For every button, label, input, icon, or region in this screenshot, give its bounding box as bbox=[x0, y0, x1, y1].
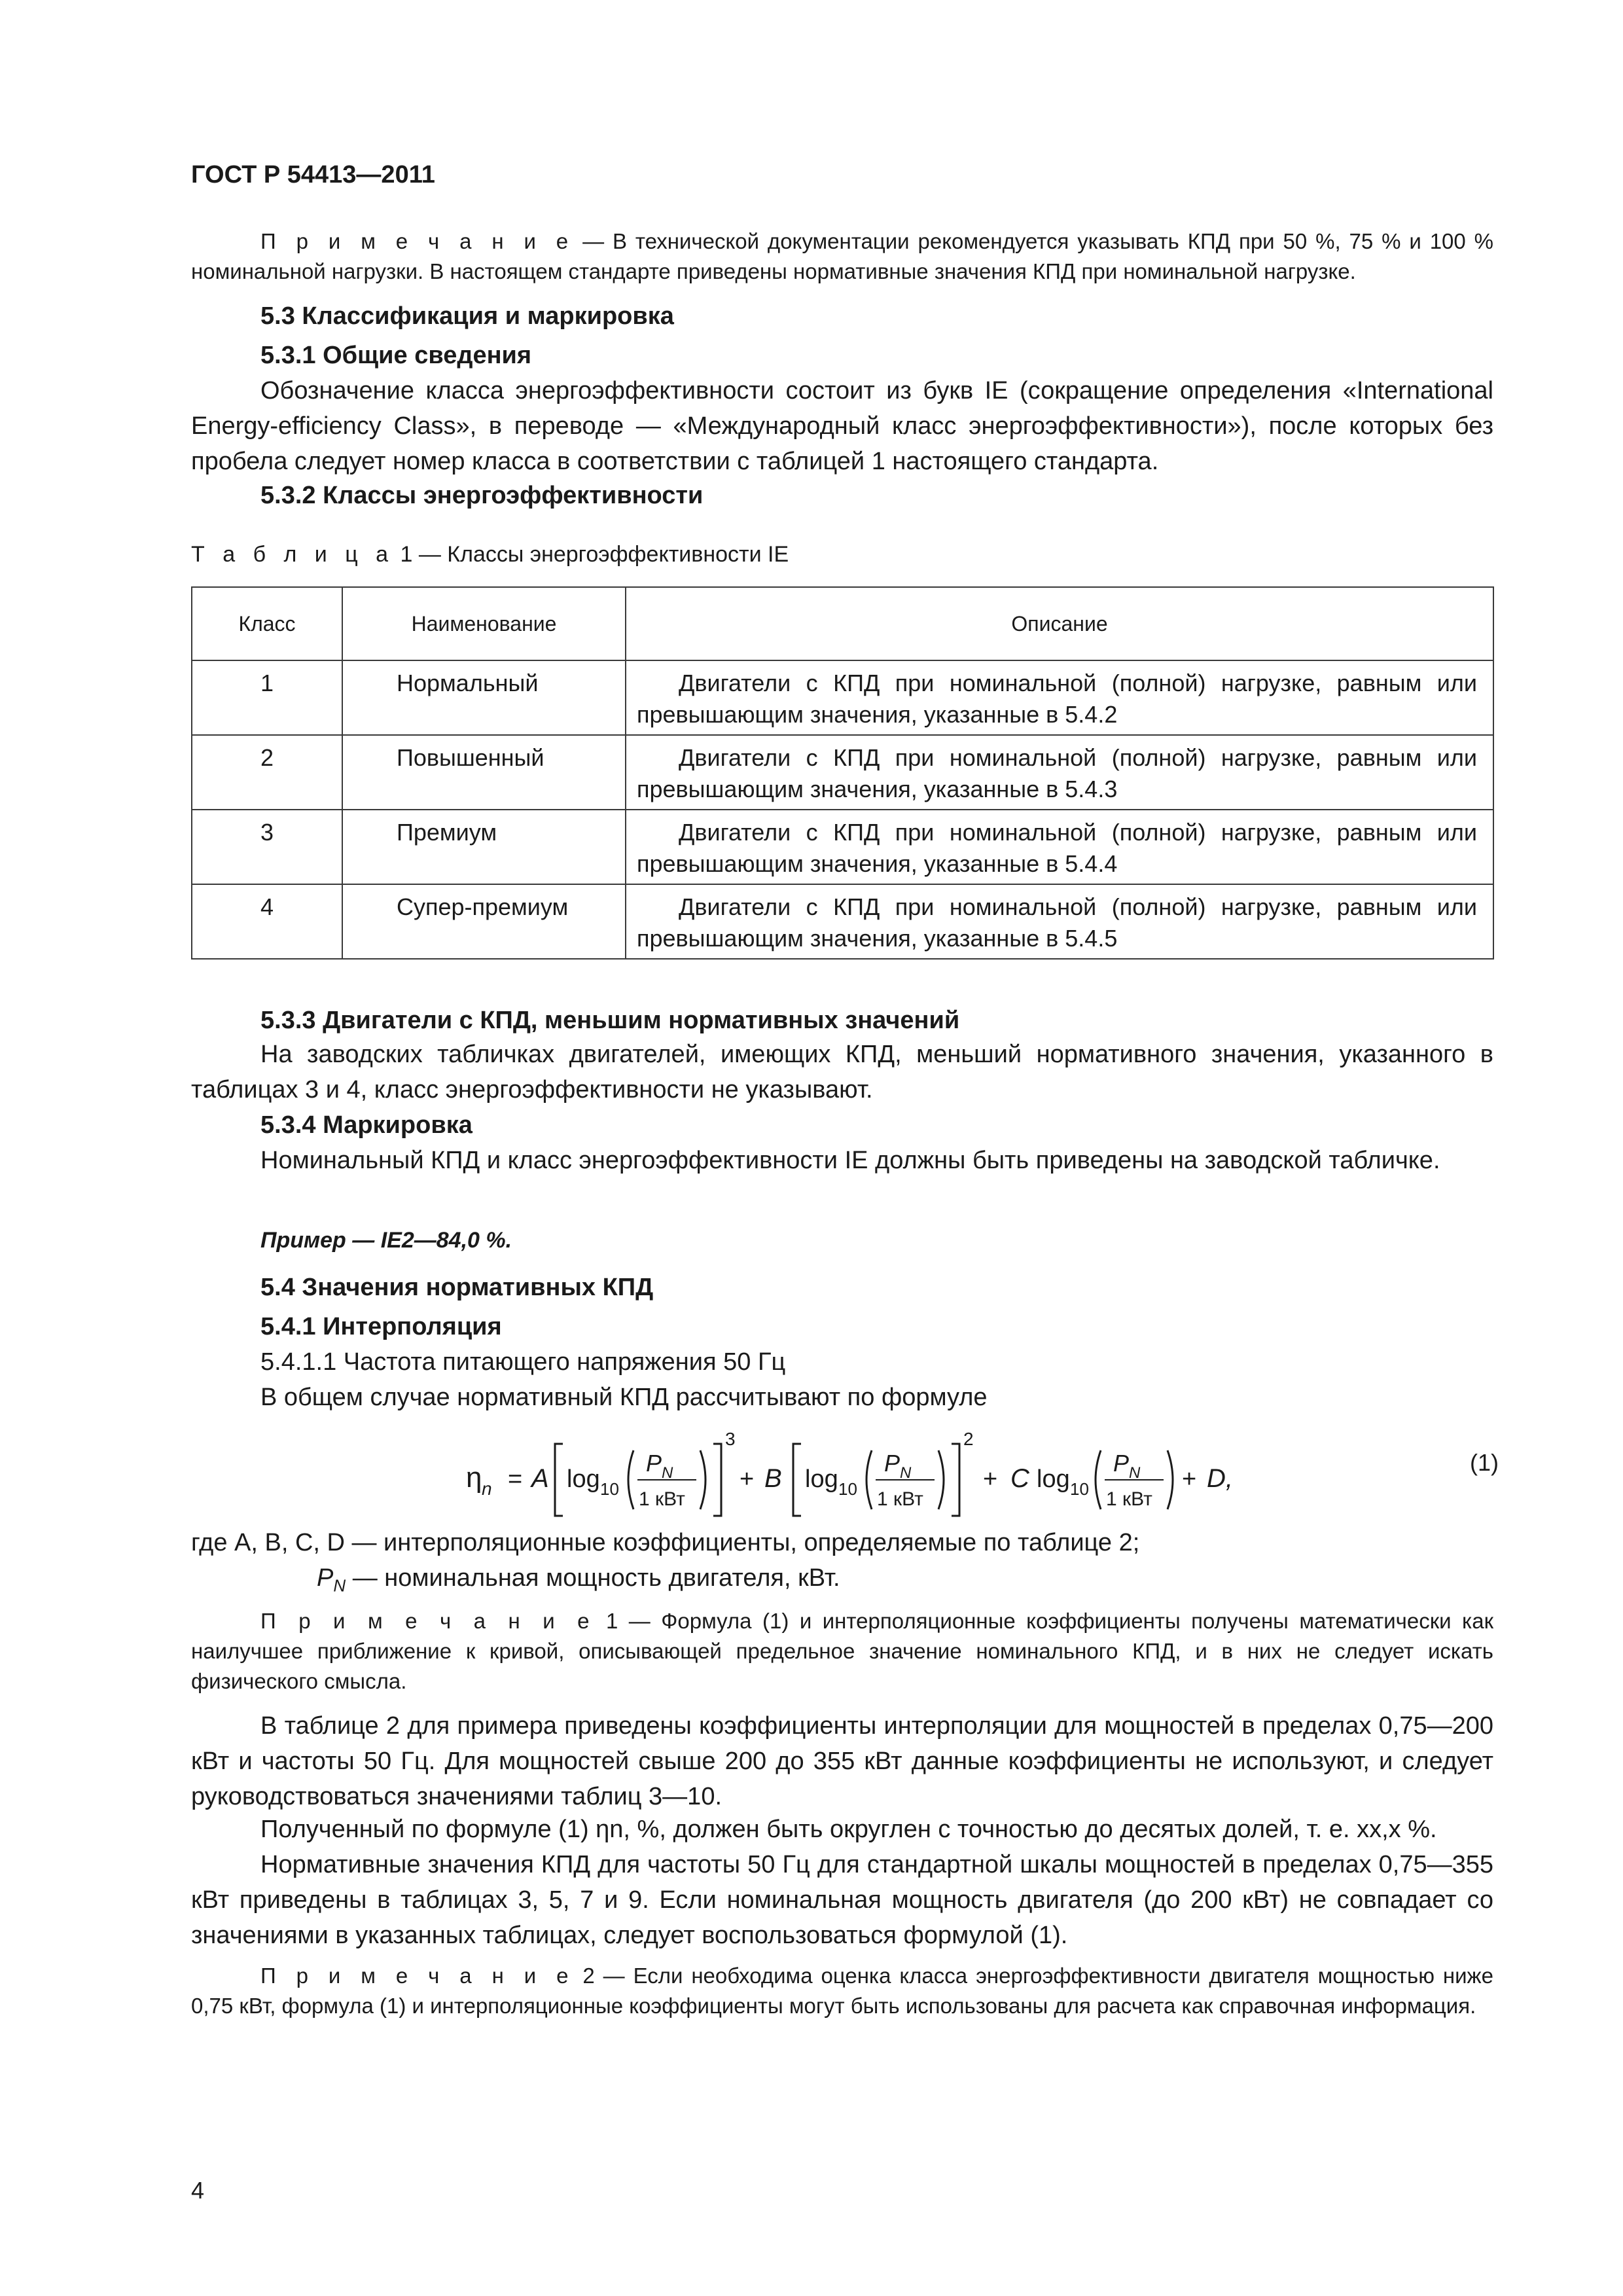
note-text: 1 — Формула (1) и интерполяционные коэффициенты получены математически как наилучшее приближение к кривой, описывающей предельное значение номинального КПД, и в них не следует искать физического смысла. bbox=[191, 1609, 1494, 1693]
table-caption bbox=[191, 542, 789, 567]
cell-description: Двигатели с КПД при номинальной (полной) нагрузке, равным или превышающим значения, указанные в 5.4.4 bbox=[626, 810, 1493, 884]
plus-sign: + bbox=[983, 1465, 998, 1493]
coef-a: A bbox=[531, 1464, 549, 1493]
formula-intro: В общем случае нормативный КПД рассчитывают по формуле bbox=[260, 1384, 988, 1411]
section-5-4-1-heading: 5.4.1 Интерполяция bbox=[260, 1313, 502, 1340]
formula-svg bbox=[0, 1426, 1623, 1530]
left-paren-icon bbox=[628, 1450, 633, 1509]
header-name: Наименование bbox=[342, 587, 626, 660]
equals-sign: = bbox=[508, 1465, 523, 1493]
section-5-3-2-heading: 5.3.2 Классы энергоэффективности bbox=[260, 482, 704, 509]
cell-description: Двигатели с КПД при номинальной (полной) нагрузке, равным или превышающим значения, указанные в 5.4.5 bbox=[626, 884, 1493, 959]
exponent-squared: 2 bbox=[963, 1429, 974, 1449]
note-text: — В технической документации рекомендуется указывать КПД при 50 %, 75 % и 100 % номинальной нагрузки. В настоящем стандарте приведены нормативные значения КПД при номинальной нагрузке. bbox=[191, 229, 1493, 283]
cell-name: Нормальный bbox=[342, 660, 626, 735]
cell-class: 3 bbox=[192, 810, 342, 884]
exponent-cubed: 3 bbox=[725, 1429, 736, 1449]
power-subscript: N bbox=[1129, 1464, 1141, 1482]
fraction-denominator: 1 кВт bbox=[877, 1488, 923, 1510]
note-text: 2 — Если необходима оценка класса энергоэффективности двигателя мощностью ниже 0,75 кВт, формула (1) и интерполяционные коэффициенты могут быть использованы для расчета как справочная информация. bbox=[191, 1964, 1493, 2018]
right-bracket-icon bbox=[952, 1444, 959, 1516]
section-5-3-4-text: Номинальный КПД и класс энергоэффективности IE должны быть приведены на заводской табличке. bbox=[260, 1147, 1440, 1174]
note-2 bbox=[191, 1961, 1493, 2021]
log-base: 10 bbox=[838, 1479, 857, 1499]
where-line-power bbox=[317, 1564, 840, 1596]
section-5-3-heading: 5.3 Классификация и маркировка bbox=[260, 302, 674, 330]
cell-class: 4 bbox=[192, 884, 342, 959]
power-subscript: N bbox=[900, 1464, 912, 1482]
right-bracket-icon bbox=[713, 1444, 721, 1516]
where-line-coefficients: где A, B, C, D — интерполяционные коэффициенты, определяемые по таблице 2; bbox=[191, 1529, 1140, 1556]
plus-sign: + bbox=[1182, 1465, 1197, 1493]
log-base: 10 bbox=[1070, 1479, 1089, 1499]
coef-b: B bbox=[764, 1464, 782, 1493]
right-paren-icon bbox=[1168, 1450, 1173, 1509]
table-row bbox=[192, 735, 1493, 810]
power-symbol: P bbox=[1113, 1450, 1130, 1477]
where-power-text: — номинальная мощность двигателя, кВт. bbox=[346, 1564, 840, 1592]
paragraph-rounding: Полученный по формуле (1) ηn, %, должен быть округлен с точностью до десятых долей, т. е. xx,x %. bbox=[260, 1816, 1437, 1843]
fraction-denominator: 1 кВт bbox=[639, 1488, 685, 1510]
formula-number: (1) bbox=[1470, 1449, 1499, 1476]
eta-subscript: n bbox=[482, 1479, 492, 1499]
cell-name: Премиум bbox=[342, 810, 626, 884]
table-row bbox=[192, 884, 1493, 959]
cell-class: 1 bbox=[192, 660, 342, 735]
note-label: П р и м е ч а н и е bbox=[260, 1964, 575, 1988]
section-5-3-1-heading: 5.3.1 Общие сведения bbox=[260, 342, 532, 369]
note-label: П р и м е ч а н и е bbox=[260, 229, 575, 253]
header-class: Класс bbox=[192, 587, 342, 660]
section-5-4-heading: 5.4 Значения нормативных КПД bbox=[260, 1274, 654, 1301]
section-5-4-1-1-title: 5.4.1.1 Частота питающего напряжения 50 Гц bbox=[260, 1348, 786, 1376]
coef-d: D, bbox=[1207, 1464, 1233, 1493]
log-label: log bbox=[567, 1465, 600, 1493]
eta-symbol: η bbox=[466, 1462, 482, 1494]
table-row bbox=[192, 660, 1493, 735]
cell-description: Двигатели с КПД при номинальной (полной) нагрузке, равным или превышающим значения, указанные в 5.4.3 bbox=[626, 735, 1493, 810]
log-label: log bbox=[1037, 1465, 1070, 1493]
left-paren-icon bbox=[1096, 1450, 1101, 1509]
section-5-3-3-heading: 5.3.3 Двигатели с КПД, меньшим нормативных значений bbox=[260, 1007, 960, 1034]
table-header-row bbox=[192, 587, 1493, 660]
cell-class: 2 bbox=[192, 735, 342, 810]
cell-name: Супер-премиум bbox=[342, 884, 626, 959]
page-number: 4 bbox=[191, 2177, 205, 2204]
paragraph-values: Нормативные значения КПД для частоты 50 Гц для стандартной шкалы мощностей в пределах 0,75—355 кВт приведены в таблицах 3, 5, 7 и 9. Если номинальная мощность двигателя (до 200 кВт) не совпадает со значениями в указанных таблицах, следует воспользоваться формулой (1). bbox=[191, 1851, 1493, 1949]
right-paren-icon bbox=[700, 1450, 705, 1509]
table-row bbox=[192, 810, 1493, 884]
header-description: Описание bbox=[626, 587, 1493, 660]
note-label: П р и м е ч а н и е bbox=[260, 1609, 596, 1633]
cell-description: Двигатели с КПД при номинальной (полной) нагрузке, равным или превышающим значения, указанные в 5.4.2 bbox=[626, 660, 1493, 735]
table-caption-label: Т а б л и ц а bbox=[191, 542, 395, 567]
fraction-denominator: 1 кВт bbox=[1106, 1488, 1152, 1510]
log-base: 10 bbox=[600, 1479, 619, 1499]
section-5-3-3-text: На заводских табличках двигателей, имеющих КПД, меньший нормативного значения, указанного в таблицах 3 и 4, класс энергоэффективности не указывают. bbox=[191, 1041, 1493, 1103]
where-power-symbol: P bbox=[317, 1564, 334, 1592]
plus-sign: + bbox=[740, 1465, 755, 1493]
energy-class-table bbox=[191, 586, 1494, 960]
marking-example: Пример — IE2—84,0 %. bbox=[260, 1228, 512, 1253]
where-power-subscript: N bbox=[333, 1575, 346, 1596]
left-bracket-icon bbox=[555, 1444, 563, 1516]
note-top bbox=[191, 226, 1493, 287]
left-paren-icon bbox=[866, 1450, 872, 1509]
note-1 bbox=[191, 1606, 1493, 1696]
paragraph-table2: В таблице 2 для примера приведены коэффициенты интерполяции для мощностей в пределах 0,75—200 кВт и частоты 50 Гц. Для мощностей свыше 200 до 355 кВт данные коэффициенты не используют, и следует руководствоваться значениями таблиц 3—10. bbox=[191, 1712, 1493, 1810]
section-5-3-4-heading: 5.3.4 Маркировка bbox=[260, 1111, 473, 1139]
efficiency-formula bbox=[0, 1426, 1623, 1530]
table-caption-text: 1 — Классы энергоэффективности IE bbox=[394, 542, 789, 567]
log-label: log bbox=[805, 1465, 838, 1493]
section-5-3-1-text: Обозначение класса энергоэффективности состоит из букв IE (сокращение определения «International Energy-efficiency Class», в переводе — «Международный класс энергоэффективности»), после которых без пробела следует номер класса в соответствии с таблицей 1 настоящего стандарта. bbox=[191, 377, 1493, 475]
cell-name: Повышенный bbox=[342, 735, 626, 810]
right-paren-icon bbox=[938, 1450, 944, 1509]
coef-c: C bbox=[1010, 1464, 1029, 1493]
document-id: ГОСТ Р 54413—2011 bbox=[191, 161, 435, 188]
power-subscript: N bbox=[662, 1464, 673, 1482]
power-symbol: P bbox=[884, 1450, 901, 1477]
power-symbol: P bbox=[646, 1450, 662, 1477]
left-bracket-icon bbox=[793, 1444, 801, 1516]
